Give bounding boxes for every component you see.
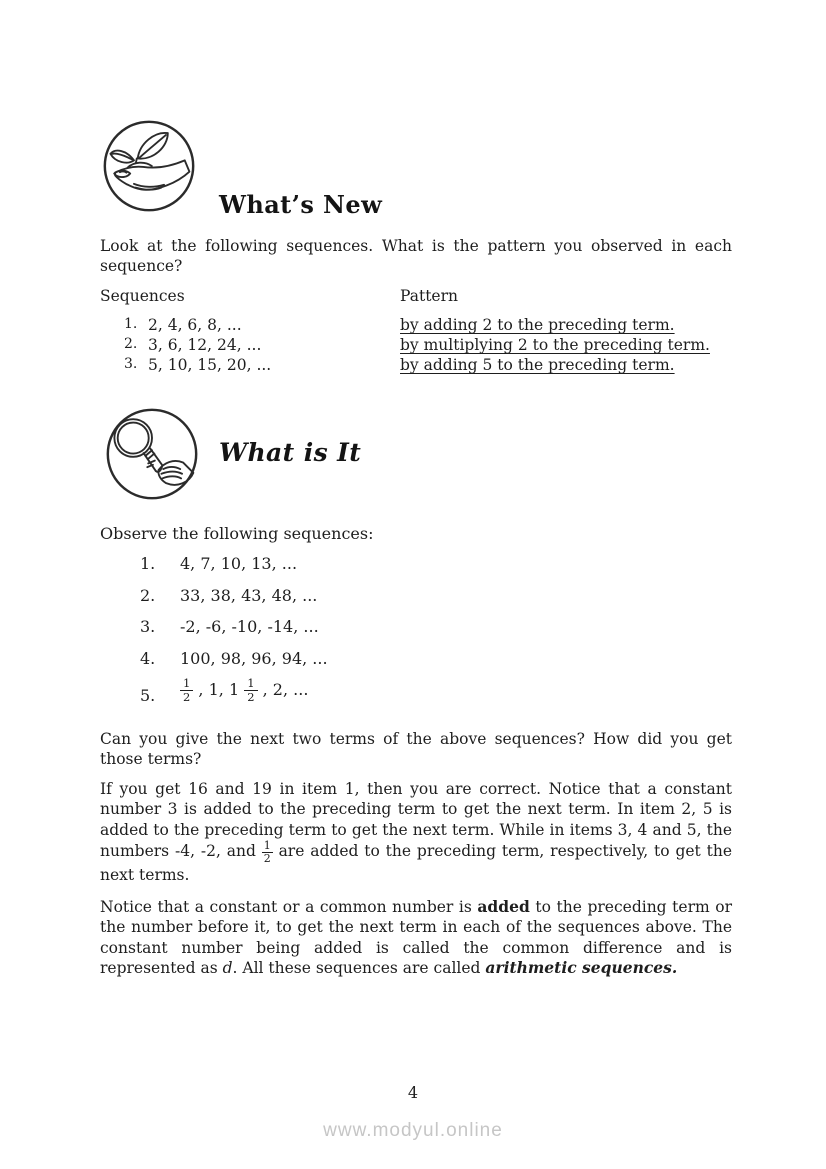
paragraph-text: to the preceding term or the number before it, to get the next term in each of the sequences above. The constant number being added is called the common difference and is represented as <box>100 898 732 978</box>
column-headers <box>100 287 760 305</box>
list-item <box>100 611 620 643</box>
sequence-text: 3, 6, 12, 24, ... <box>148 336 262 354</box>
sequences-column-header: Sequences <box>100 287 185 305</box>
row-number: 3. <box>124 356 138 372</box>
paragraph-text: If you get 16 and 19 in item 1, then you are correct. Notice that a constant number 3 is added to the preceding term to get the next term. In item 2, 5 is added to the preceding term to get the next term. While in items 3, 4 and 5, the numbers -4, -2, and <box>100 780 732 861</box>
bold-text-added: added <box>477 897 530 916</box>
paragraph-if-you-get <box>100 779 732 886</box>
item-number: 2. <box>140 585 156 605</box>
item-value <box>180 677 308 704</box>
item-number: 4. <box>140 648 156 668</box>
sequence-text: 5, 10, 15, 20, ... <box>148 356 272 374</box>
pattern-text: by multiplying 2 to the preceding term. <box>400 336 710 354</box>
pattern-text: by adding 5 to the preceding term. <box>400 356 675 374</box>
fraction: $\frac{1}{2}$ <box>180 677 193 704</box>
row-number: 2. <box>124 336 138 352</box>
table-row <box>100 356 800 376</box>
paragraph-text: are added to the preceding term, respectively, to get the next terms. <box>100 842 733 885</box>
intro-paragraph: Look at the following sequences. What is the pattern you observed in each sequence? <box>100 237 732 276</box>
item-number: 1. <box>140 554 156 573</box>
bold-italic-arithmetic-sequences: arithmetic sequences. <box>485 958 678 978</box>
item-value: 33, 38, 43, 48, ... <box>180 585 318 605</box>
observe-label: Observe the following sequences: <box>100 524 374 543</box>
list-item <box>100 548 620 580</box>
pattern-text: by adding 2 to the preceding term. <box>400 316 675 334</box>
table-row <box>100 336 800 356</box>
list-item <box>100 643 620 675</box>
item-number: 5. <box>140 686 156 705</box>
hand-magnifier-icon <box>105 407 199 501</box>
list-item <box>100 674 620 720</box>
sequence-list <box>100 548 620 720</box>
row-number: 1. <box>124 316 138 332</box>
page-number: 4 <box>407 1083 419 1102</box>
list-item <box>100 580 620 612</box>
hand-holding-plant-icon <box>102 119 196 213</box>
italic-text-d: d <box>222 959 233 978</box>
sequence-text: 2, 4, 6, 8, ... <box>148 316 242 334</box>
watermark: www.modyul.online <box>323 1120 503 1141</box>
paragraph-notice-that <box>100 897 732 979</box>
table-row <box>100 316 800 336</box>
item-value: 4, 7, 10, 13, ... <box>180 554 298 573</box>
item-number: 3. <box>140 617 156 636</box>
item-value-text: , 1, 1 <box>193 680 245 700</box>
fraction: $\frac{1}{2}$ <box>244 677 257 704</box>
pattern-table <box>100 316 800 376</box>
what-is-it-title: What is It <box>219 438 362 467</box>
item-value: -2, -6, -10, -14, ... <box>180 617 319 636</box>
item-value: 100, 98, 96, 94, ... <box>180 648 328 668</box>
paragraph-text: Notice that a constant or a common number is <box>100 898 478 916</box>
item-value-text: , 2, ... <box>257 680 309 700</box>
fraction: $\frac{1}{2}$ <box>263 839 271 866</box>
pattern-column-header: Pattern <box>400 287 458 305</box>
whats-new-title: What’s New <box>219 190 383 219</box>
paragraph-can-you-give: Can you give the next two terms of the above sequences? How did you get those terms? <box>100 730 732 769</box>
paragraph-text: . All these sequences are called <box>232 959 486 978</box>
